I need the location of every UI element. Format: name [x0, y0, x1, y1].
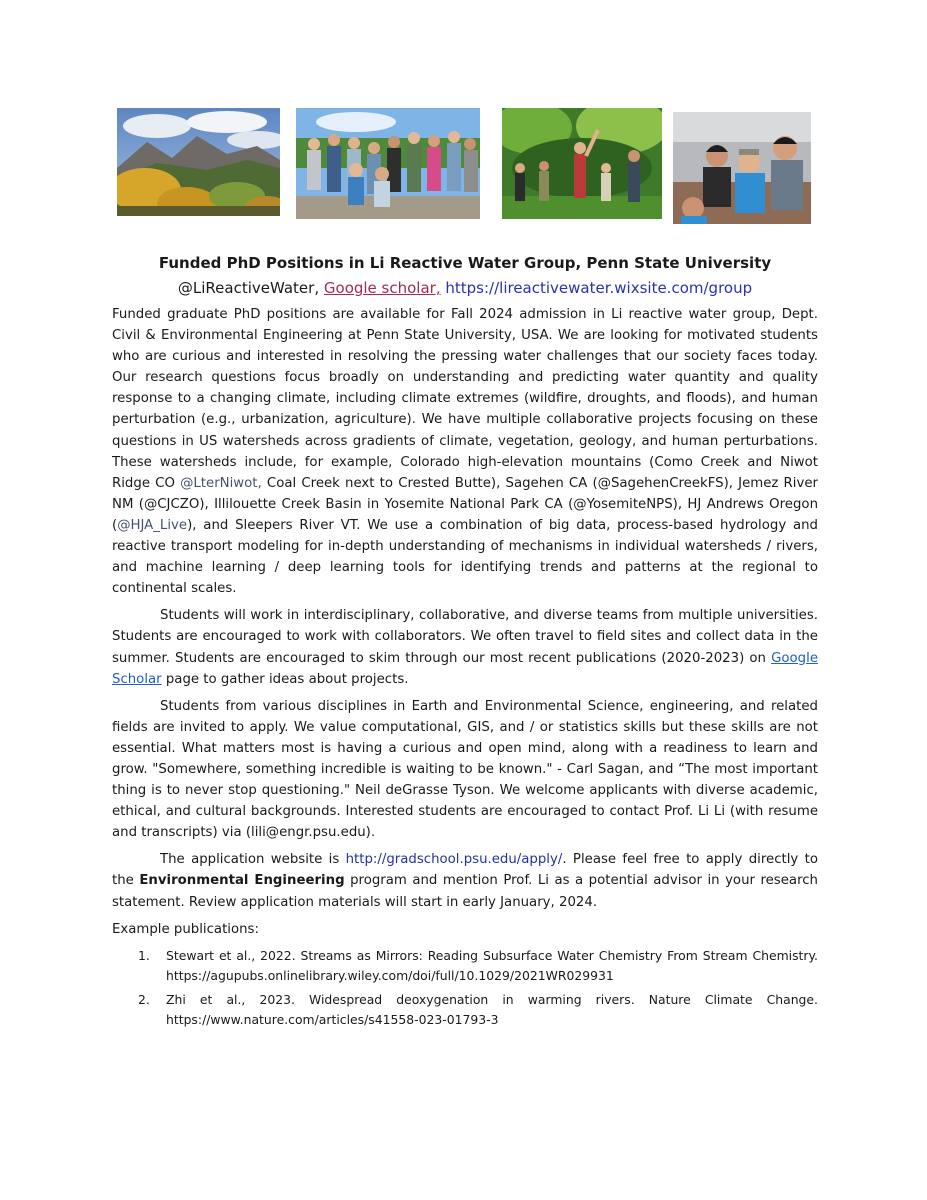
teams-text-1: Students will work in interdisciplinary, collaborative, and diverse teams from multiple universities. Students are encouraged to work with collaborators. We often travel to field sites and collect data in the summer. Students are encouraged to skim through our most recent publications (2020-2023) on: [112, 608, 818, 666]
mountain-aspen-landscape-photo: [117, 108, 280, 216]
paragraph-application: [112, 849, 818, 912]
paragraph-eligibility: Students from various disciplines in Earth and Environmental Science, engineering, and related fields are invited to apply. We value computational, GIS, and / or statistics skills but these skills are not essential. What matters most is having a curious and open mind, along with a readiness to learn and grow. "Somewhere, something incredible is waiting to be known." - Carl Sagan, and “The most important thing is to never stop questioning." Neil deGrasse Tyson. We welcome applicants with diverse academic, ethical, and cultural backgrounds. Interested students are encouraged to contact Prof. Li Li (with resume and transcripts) via (lili@engr.psu.edu).: [112, 698, 818, 841]
publications-list: [112, 946, 818, 1030]
lterniwot-handle[interactable]: @LterNiwot,: [180, 475, 262, 491]
application-text-3: program and mention Prof. Li as a potential advisor in your research statement. Review application materials will start in early January, 2024.: [112, 873, 818, 910]
teams-text-2: page to gather ideas about projects.: [161, 671, 409, 687]
publications-heading: Example publications:: [112, 921, 259, 937]
team-selfie-photo: [673, 112, 811, 224]
paragraph-teams: [112, 605, 818, 689]
application-text-1: The application website is: [160, 852, 346, 868]
google-scholar-link[interactable]: Google scholar,: [323, 279, 441, 297]
group-field-photo: [296, 108, 480, 219]
application-website-link[interactable]: http://gradschool.psu.edu/apply/: [345, 852, 563, 868]
intro-text-3: ), and Sleepers River VT. We use a combination of big data, process-based hydrology and reactive transport modeling for in-depth understanding of mechanisms in individual watersheds / rivers, and machine learning / deep learning tools for identifying trends and patterns at the regional to continental scales.: [112, 517, 818, 597]
google-scholar-page-link[interactable]: Google Scholar: [112, 650, 818, 687]
page-title: Funded PhD Positions in Li Reactive Water Group, Penn State University: [158, 254, 772, 272]
publication-text: Stewart et al., 2022. Streams as Mirrors: Reading Subsurface Water Chemistry From Stream Chemistry. https://agupubs.onlinelibrary.wiley.com/doi/full/10.1029/2021WR029931: [166, 947, 818, 983]
publication-number: 1.: [138, 947, 150, 963]
publication-number: 2.: [138, 991, 150, 1007]
application-text-2: . Please feel free to apply directly to the: [112, 852, 818, 889]
forest-fieldwork-photo: [502, 108, 662, 219]
group-website-link[interactable]: https://lireactivewater.wixsite.com/group: [445, 279, 753, 297]
contact-links-line: [112, 277, 818, 299]
paragraph-intro: [112, 304, 818, 599]
publication-item: [112, 946, 818, 986]
document-body: [112, 304, 818, 1034]
hja-live-handle[interactable]: @HJA_Live: [117, 517, 188, 533]
environmental-engineering-program: Environmental Engineering: [139, 873, 345, 889]
twitter-handle[interactable]: @LiReactiveWater,: [177, 279, 320, 297]
publication-item: [112, 990, 818, 1030]
publication-text: Zhi et al., 2023. Widespread deoxygenation in warming rivers. Nature Climate Change. https://www.nature.com/articles/s41558-023-01793-3: [166, 991, 818, 1027]
intro-text-1: Funded graduate PhD positions are available for Fall 2024 admission in Li reactive water group, Dept. Civil & Environmental Engineering at Penn State University, USA. We are looking for motivated students who are curious and interested in resolving the pressing water challenges that our society faces today. Our research questions focus broadly on understanding and predicting water quantity and quality response to a changing climate, including climate extremes (wildfire, droughts, and floods), and human perturbation (e.g., urbanization, agriculture). We have multiple collaborative projects focusing on these questions in US watersheds across gradients of climate, vegetation, geology, and human perturbations. These watersheds include, for example, Colorado high-elevation mountains (Como Creek and Niwot Ridge CO: [112, 307, 818, 491]
intro-text-2: Coal Creek next to Crested Butte), Sagehen CA (@SagehenCreekFS), Jemez River NM (@CJCZO), Illilouette Creek Basin in Yosemite National Park CA (@YosemiteNPS), HJ Andrews Oregon (: [112, 475, 818, 533]
